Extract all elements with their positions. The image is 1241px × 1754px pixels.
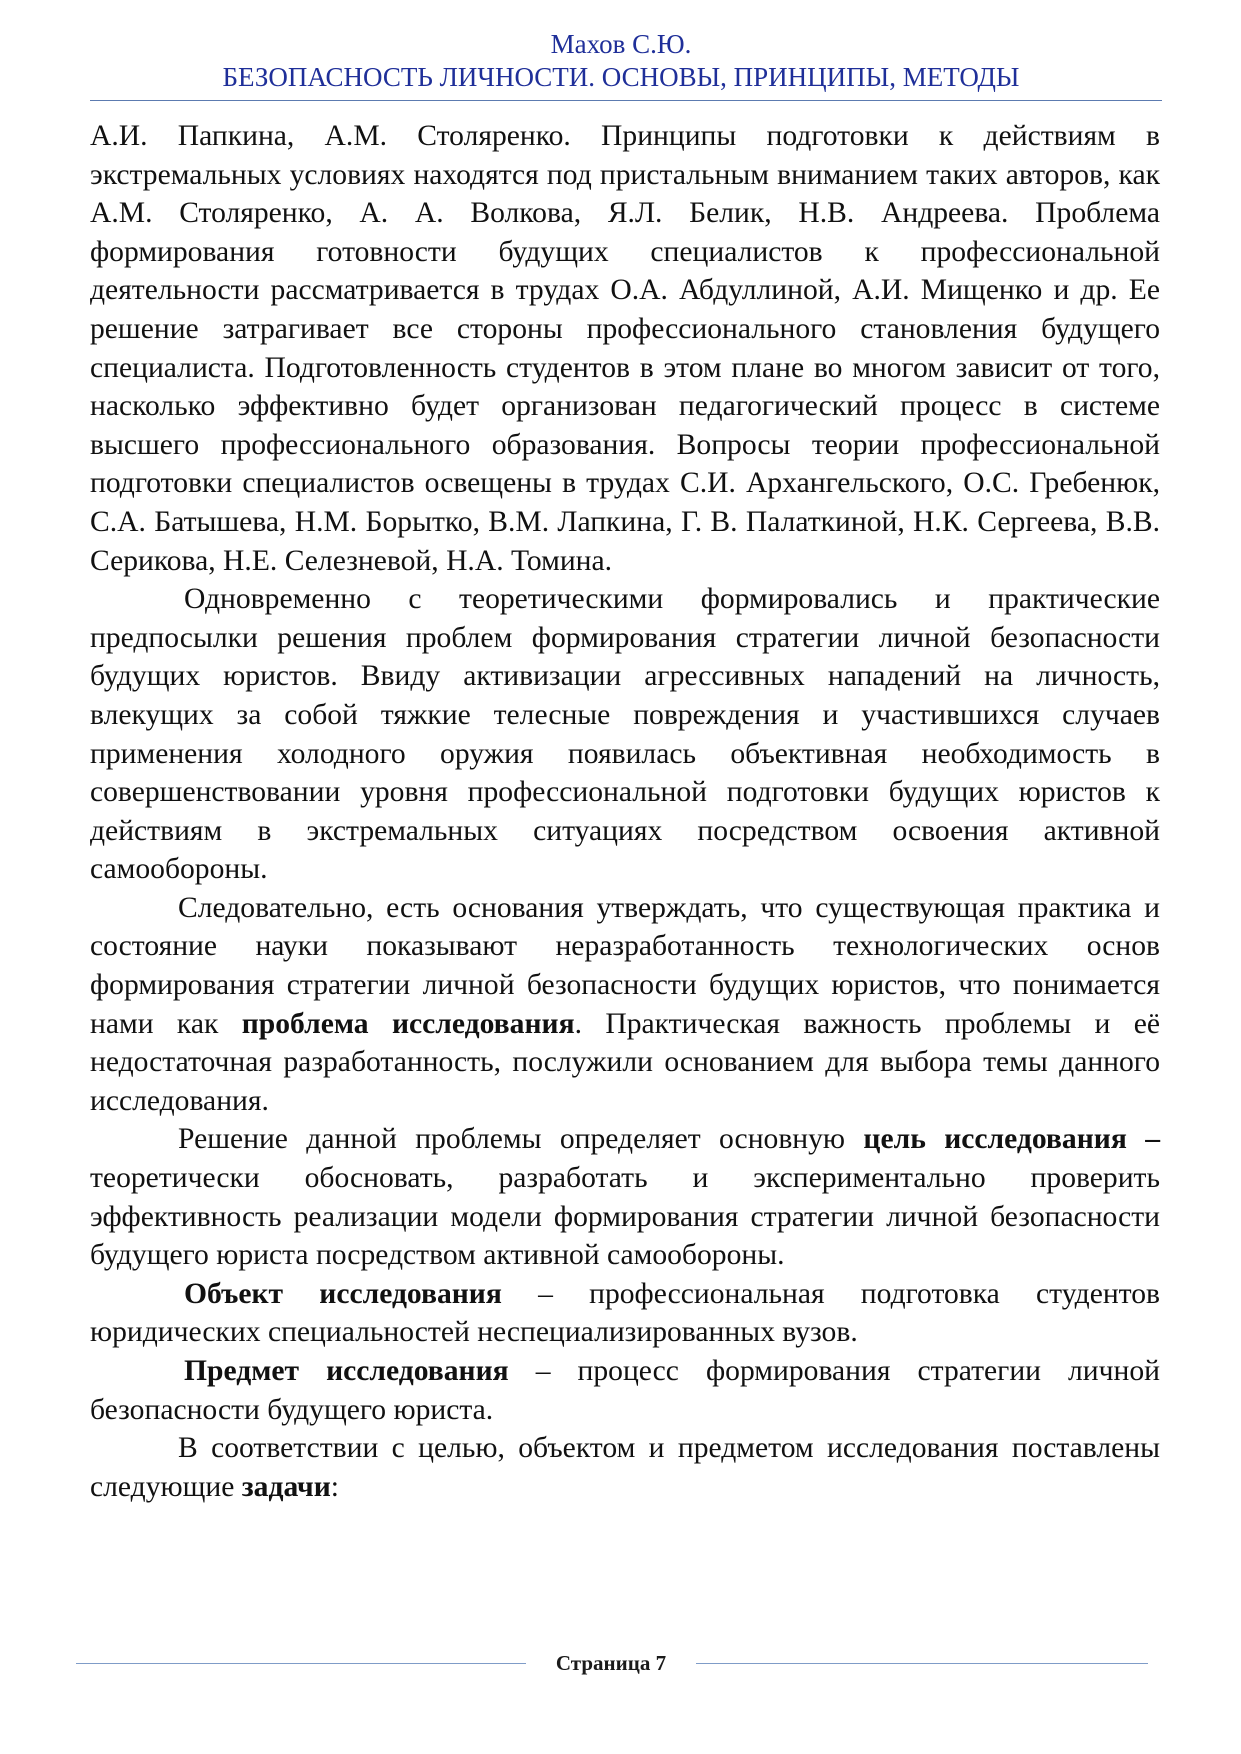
research-subject-term: Предмет исследования [184, 1355, 509, 1387]
research-goal-term: цель исследования – [863, 1123, 1161, 1156]
paragraph-7-text-a: В соответствии с целью, объектом и предметом исследования поставлены следующие [90, 1432, 1160, 1503]
research-problem-term: проблема исследования [241, 1007, 575, 1040]
paragraph-5 [90, 1275, 1160, 1352]
paragraph-4-text-b: теоретически обосновать, разработать и экспериментально проверить эффективность реализации модели формирования стратегии личной безопасности будущего юриста посредством активной самообороны. [90, 1162, 1160, 1272]
running-header [90, 28, 1152, 94]
footer-rule-left [76, 1663, 526, 1664]
tasks-term: задачи [241, 1470, 331, 1503]
paragraph-7-text-b: : [330, 1470, 340, 1503]
paragraph-3-text-a: Следовательно, есть основания утверждать, что существующая практика и состояние науки показывают неразработанность технологических основ формирования стратегии личной безопасности будущих юристов, что понимается нами как [90, 891, 1160, 1040]
footer-rule-right [696, 1663, 1148, 1664]
paragraph-6 [90, 1352, 1160, 1429]
paragraph-3 [90, 889, 1160, 1121]
page-body [90, 117, 1160, 1506]
paragraph-4-text-a: Решение данной проблемы определяет основную [178, 1123, 864, 1156]
page-number: Страница 7 [555, 1651, 667, 1675]
paragraph-3-text-b: . Практическая важность проблемы и её недостаточная разработанность, послужили основанием для выбора темы данного исследования. [90, 1007, 1160, 1117]
paragraph-2: Одновременно с теоретическими формировались и практические предпосылки решения проблем формирования стратегии личной безопасности будущих юристов. Ввиду активизации агрессивных нападений на личность, влекущих за собой тяжкие телесные повреждения и участившихся случаев применения холодного оружия появилась объективная необходимость в совершенствовании уровня профессиональной подготовки будущих юристов к действиям в экстремальных ситуациях посредством освоения активной самообороны. [90, 583, 1160, 886]
paragraph-5-text: – профессиональная подготовка студентов юридических специальностей неспециализированных вузов. [90, 1277, 1160, 1349]
research-object-term: Объект исследования [184, 1277, 502, 1310]
header-divider [90, 100, 1162, 101]
header-author: Махов С.Ю. [550, 29, 692, 59]
header-title: БЕЗОПАСНОСТЬ ЛИЧНОСТИ. ОСНОВЫ, ПРИНЦИПЫ, МЕТОДЫ [222, 62, 1020, 92]
paragraph-4 [90, 1120, 1160, 1274]
paragraph-6-text: – процесс формирования стратегии личной безопасности будущего юриста. [90, 1355, 1160, 1426]
paragraph-1: А.И. Папкина, А.М. Столяренко. Принципы подготовки к действиям в экстремальных условиях находятся под пристальным вниманием таких авторов, как А.М. Столяренко, А. А. Волкова, Я.Л. Белик, Н.В. Андреева. Проблема формирования готовности будущих специалистов к профессиональной деятельности рассматривается в трудах О.А. Абдуллиной, А.И. Мищенко и др. Ее решение затрагивает все стороны профессионального становления будущего специалиста. Подготовленность студентов в этом плане во многом зависит от того, насколько эффективно будет организован педагогический процесс в системе высшего профессионального образования. Вопросы теории профессиональной подготовки специалистов освещены в трудах С.И. Архангельского, О.С. Гребенюк, С.А. Батышева, Н.М. Борытко, В.М. Лапкина, Г. В. Палаткиной, Н.К. Сергеева, В.В. Серикова, Н.Е. Селезневой, Н.А. Томина. [90, 120, 1160, 577]
paragraph-7 [90, 1429, 1160, 1506]
